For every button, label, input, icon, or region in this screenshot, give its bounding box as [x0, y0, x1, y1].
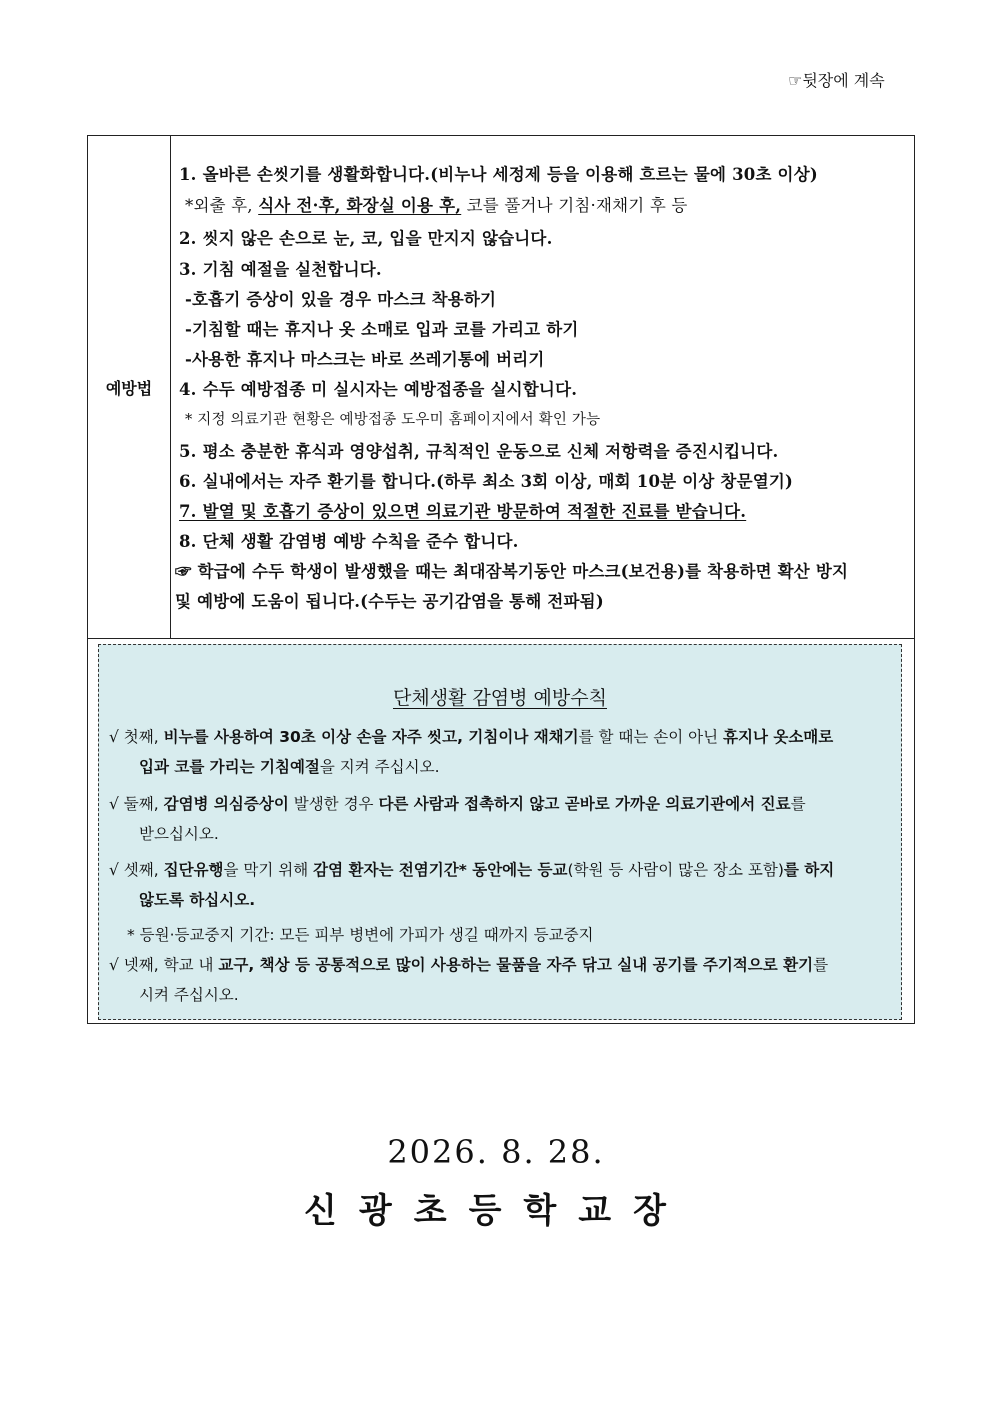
rule-3-item-1: -호흡기 증상이 있을 경우 마스크 착용하기	[185, 290, 497, 309]
rule-3: 3. 기침 예절을 실천합니다.	[179, 260, 382, 279]
group-life-box	[98, 644, 902, 1020]
rule-1: 1. 올바른 손씻기를 생활화합니다.(비누나 세정제 등을 이용해 흐르는 물에 30초 이상)	[179, 165, 818, 184]
box-rule-4-cont: 시켜 주십시오.	[139, 986, 239, 1004]
row-divider	[88, 638, 914, 639]
chickenpox-note: ☞ 학급에 수두 학생이 발생했을 때는 최대잠복기동안 마스크(보건용)를 착용하면 확산 방지	[175, 562, 849, 581]
rule-3-item-2: -기침할 때는 휴지나 옷 소매로 입과 코를 가리고 하기	[185, 320, 579, 339]
prevention-table	[87, 135, 915, 1024]
box-rule-1-cont: 입과 코를 가리는 기침예절을 지켜 주십시오.	[139, 758, 440, 776]
school-principal: 신광초등학교장	[304, 1191, 688, 1231]
box-rule-2-cont: 받으십시오.	[139, 825, 219, 843]
issue-date: 2026. 8. 28.	[387, 1133, 605, 1171]
chickenpox-note-cont: 및 예방에 도움이 됩니다.(수두는 공기감염을 통해 전파됨)	[175, 592, 604, 611]
rule-8: 8. 단체 생활 감염병 예방 수칙을 준수 합니다.	[179, 532, 519, 551]
box-rule-1: √ 첫째, 비누를 사용하여 30초 이상 손을 자주 씻고, 기침이나 재채기를 할 때는 손이 아닌 휴지나 옷소매로	[109, 728, 834, 746]
box-rule-4: √ 넷째, 학교 내 교구, 책상 등 공통적으로 많이 사용하는 물품을 자주 닦고 실내 공기를 주기적으로 환기를	[109, 956, 829, 974]
continue-note: ☞뒷장에 계속	[788, 71, 885, 90]
box-rule-2: √ 둘째, 감염병 의심증상이 발생한 경우 다른 사람과 접촉하지 않고 곧바로 가까운 의료기관에서 진료를	[109, 795, 806, 813]
box-rule-3-note: * 등원·등교중지 기간: 모든 피부 병변에 가피가 생길 때까지 등교중지	[127, 926, 594, 944]
rule-5: 5. 평소 충분한 휴식과 영양섭취, 규칙적인 운동으로 신체 저항력을 증진시킵니다.	[179, 442, 779, 461]
prevention-content	[171, 136, 914, 638]
rule-6: 6. 실내에서는 자주 환기를 합니다.(하루 최소 3회 이상, 매회 10분 이상 창문열기)	[179, 472, 793, 491]
rule-7: 7. 발열 및 호흡기 증상이 있으면 의료기관 방문하여 적절한 진료를 받습니다.	[179, 502, 747, 521]
box-rule-3-cont: 않도록 하십시오.	[139, 891, 256, 909]
rule-3-item-3: -사용한 휴지나 마스크는 바로 쓰레기통에 버리기	[185, 350, 545, 369]
box-title: 단체생활 감염병 예방수칙	[393, 687, 607, 709]
rule-4-note: * 지정 의료기관 현황은 예방접종 도우미 홈페이지에서 확인 가능	[185, 412, 601, 428]
row-label: 예방법	[88, 136, 171, 638]
rule-1-note: *외출 후, 식사 전·후, 화장실 이용 후, 코를 풀거나 기침·재채기 후 등	[185, 196, 688, 215]
rule-2: 2. 씻지 않은 손으로 눈, 코, 입을 만지지 않습니다.	[179, 229, 553, 248]
rule-4: 4. 수두 예방접종 미 실시자는 예방접종을 실시합니다.	[179, 380, 578, 399]
box-rule-3: √ 셋째, 집단유행을 막기 위해 감염 환자는 전염기간* 동안에는 등교(학원 등 사람이 많은 장소 포함)를 하지	[109, 861, 835, 879]
